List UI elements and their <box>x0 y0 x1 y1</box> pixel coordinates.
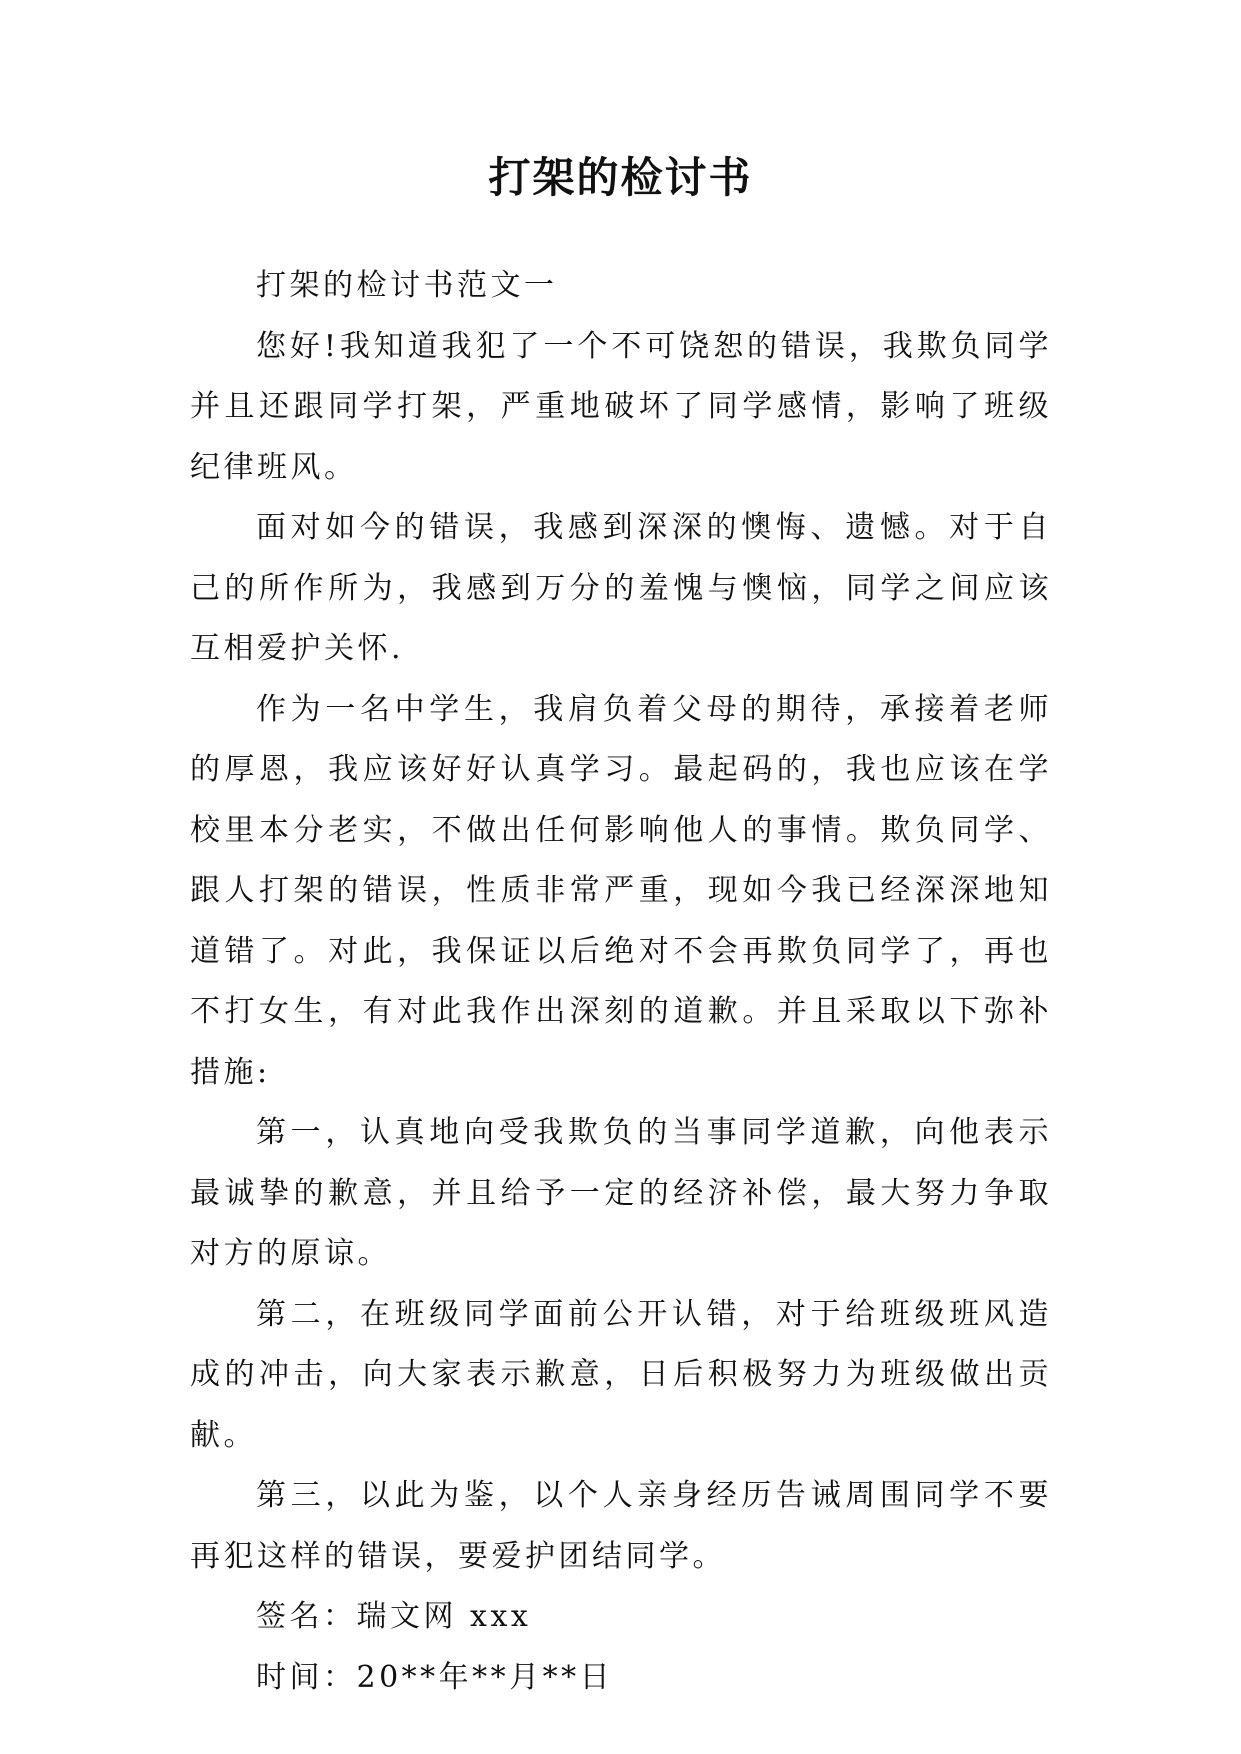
paragraph: 您好!我知道我犯了一个不可饶恕的错误，我欺负同学并且还跟同学打架，严重地破坏了同学感情，影响了班级纪律班风。 <box>190 328 1052 485</box>
paragraph: 第一，认真地向受我欺负的当事同学道歉，向他表示最诚挚的歉意，并且给予一定的经济补偿，最大努力争取对方的原谅。 <box>190 1115 1052 1271</box>
paragraph: 作为一名中学生，我肩负着父母的期待，承接着老师的厚恩，我应该好好认真学习。最起码的，我也应该在学校里本分老实，不做出任何影响他人的事情。欺负同学、跟人打架的错误，性质非常严重，现如今我已经深深地知道错了。对此，我保证以后绝对不会再欺负同学了，再也不打女生，有对此我作出深刻的道歉。并且采取以下弥补措施: <box>190 691 1052 1090</box>
document-body <box>190 256 1052 1708</box>
document-title: 打架的检讨书 <box>488 153 753 202</box>
paragraph: 面对如今的错误，我感到深深的懊悔、遗憾。对于自己的所作所为，我感到万分的羞愧与懊恼，同学之间应该互相爱护关怀. <box>190 510 1052 666</box>
signature-line: 签名：瑞文网 xxx <box>256 1599 532 1634</box>
paragraph: 第二，在班级同学面前公开认错，对于给班级班风造成的冲击，向大家表示歉意，日后积极努力为班级做出贡献。 <box>190 1296 1052 1453</box>
date-line: 时间：20**年**月**日 <box>256 1659 614 1695</box>
section-heading: 打架的检讨书范文一 <box>256 268 558 303</box>
paragraph: 第三，以此为鉴，以个人亲身经历告诫周围同学不要再犯这样的错误，要爱护团结同学。 <box>190 1478 1052 1574</box>
